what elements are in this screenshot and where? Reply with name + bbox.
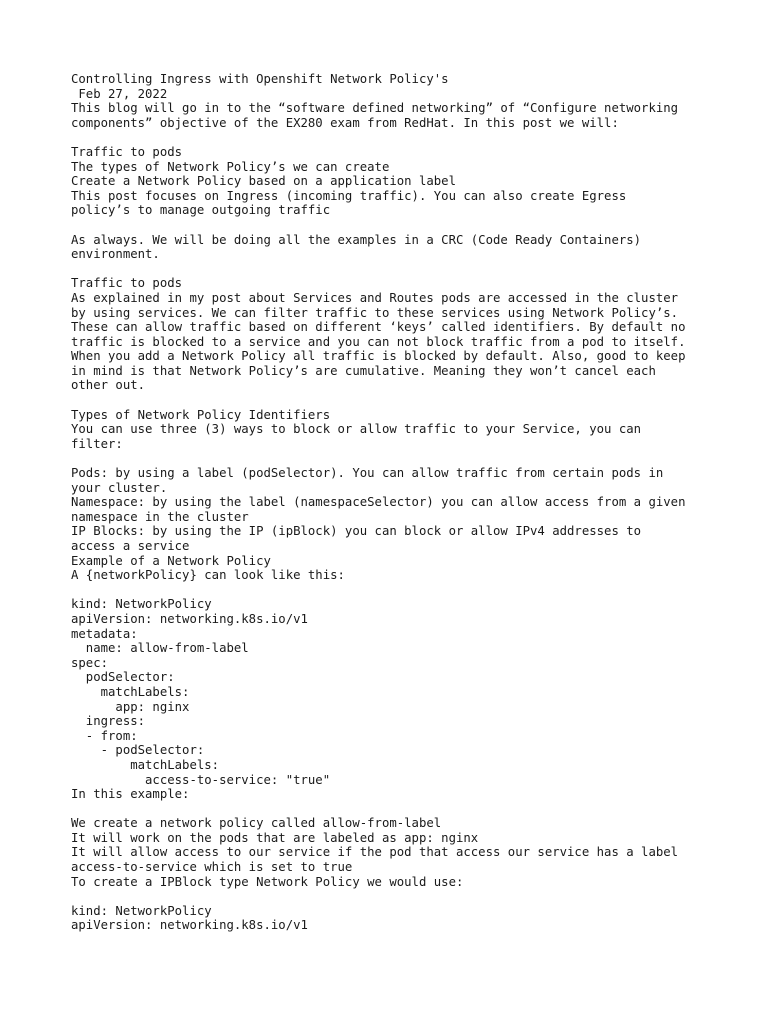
section-heading-identifiers: Types of Network Policy Identifiers <box>71 407 331 422</box>
section-heading-traffic: Traffic to pods <box>71 276 183 291</box>
code-line: name: allow-from-label <box>71 641 249 656</box>
code-line: apiVersion: networking.k8s.io/v1 <box>71 611 308 626</box>
code-line: kind: NetworkPolicy <box>71 903 212 918</box>
identifiers-body-line: You can use three (3) ways to block or allow traffic to your Service, you can <box>71 422 642 437</box>
traffic-body-line: These can allow traffic based on different ‘keys’ called identifiers. By default no <box>71 320 686 335</box>
objective-item: Create a Network Policy based on a application label <box>71 174 456 189</box>
document-page <box>71 72 731 933</box>
identifiers-body-line: filter: <box>71 436 123 451</box>
crc-note-line: environment. <box>71 247 160 262</box>
code-line: metadata: <box>71 626 138 641</box>
code-line: podSelector: <box>71 670 175 685</box>
identifier-list-line: namespace in the cluster <box>71 509 249 524</box>
identifier-list-line: IP Blocks: by using the IP (ipBlock) you can block or allow IPv4 addresses to <box>71 524 642 539</box>
traffic-body-line: traffic is blocked to a service and you can not block traffic from a pod to itself. <box>71 334 686 349</box>
objective-item: Traffic to pods <box>71 144 183 159</box>
blank-line <box>71 583 731 598</box>
code-line: ingress: <box>71 714 146 729</box>
traffic-body-line: in mind is that Network Policy’s are cumulative. Meaning they won’t cancel each <box>71 363 656 378</box>
identifier-list-line: Pods: by using a label (podSelector). You can allow traffic from certain pods in <box>71 466 664 481</box>
identifier-list-line: your cluster. <box>71 480 168 495</box>
objective-item: policy’s to manage outgoing traffic <box>71 203 331 218</box>
crc-note-line: As always. We will be doing all the examples in a CRC (Code Ready Containers) <box>71 232 642 247</box>
blank-line <box>71 802 731 817</box>
intro-line: components” objective of the EX280 exam from RedHat. In this post we will: <box>71 115 619 130</box>
blank-line <box>71 130 731 145</box>
explanation-line: It will work on the pods that are labeled as app: nginx <box>71 830 479 845</box>
post-date: Feb 27, 2022 <box>71 86 168 101</box>
blank-line <box>71 451 731 466</box>
identifier-list-line: Namespace: by using the label (namespaceSelector) you can allow access from a given <box>71 495 686 510</box>
code-line: - from: <box>71 728 138 743</box>
code-line: access-to-service: "true" <box>71 772 331 787</box>
traffic-body-line: other out. <box>71 378 146 393</box>
blank-line <box>71 218 731 233</box>
identifier-list-line: Example of a Network Policy <box>71 553 271 568</box>
explanation-line: To create a IPBlock type Network Policy we would use: <box>71 874 464 889</box>
document-title: Controlling Ingress with Openshift Network Policy's <box>71 72 449 86</box>
blank-line <box>71 393 731 408</box>
identifier-list-line: access a service <box>71 539 190 553</box>
objective-item: The types of Network Policy’s we can create <box>71 159 390 174</box>
intro-line: This blog will go in to the “software defined networking” of “Configure networking <box>71 101 679 116</box>
code-line: app: nginx <box>71 699 190 714</box>
objective-item: This post focuses on Ingress (incoming traffic). You can also create Egress <box>71 188 627 203</box>
code-line: apiVersion: networking.k8s.io/v1 <box>71 918 308 933</box>
code-line: matchLabels: <box>71 684 190 699</box>
explanation-line: We create a network policy called allow-from-label <box>71 816 442 831</box>
traffic-body-line: When you add a Network Policy all traffic is blocked by default. Also, good to keep <box>71 349 686 364</box>
identifier-list-line: A {networkPolicy} can look like this: <box>71 568 345 583</box>
code-line: - podSelector: <box>71 743 205 758</box>
code-line: spec: <box>71 655 109 670</box>
code-line: kind: NetworkPolicy <box>71 597 212 612</box>
traffic-body-line: by using services. We can filter traffic to these services using Network Policy’s. <box>71 305 679 320</box>
explanation-line: access-to-service which is set to true <box>71 860 353 875</box>
explanation-line: It will allow access to our service if the pod that access our service has a label <box>71 845 679 860</box>
blank-line <box>71 262 731 277</box>
example-intro-line: In this example: <box>71 787 190 802</box>
traffic-body-line: As explained in my post about Services and Routes pods are accessed in the cluster <box>71 290 679 305</box>
code-line: matchLabels: <box>71 757 220 772</box>
blank-line <box>71 889 731 904</box>
